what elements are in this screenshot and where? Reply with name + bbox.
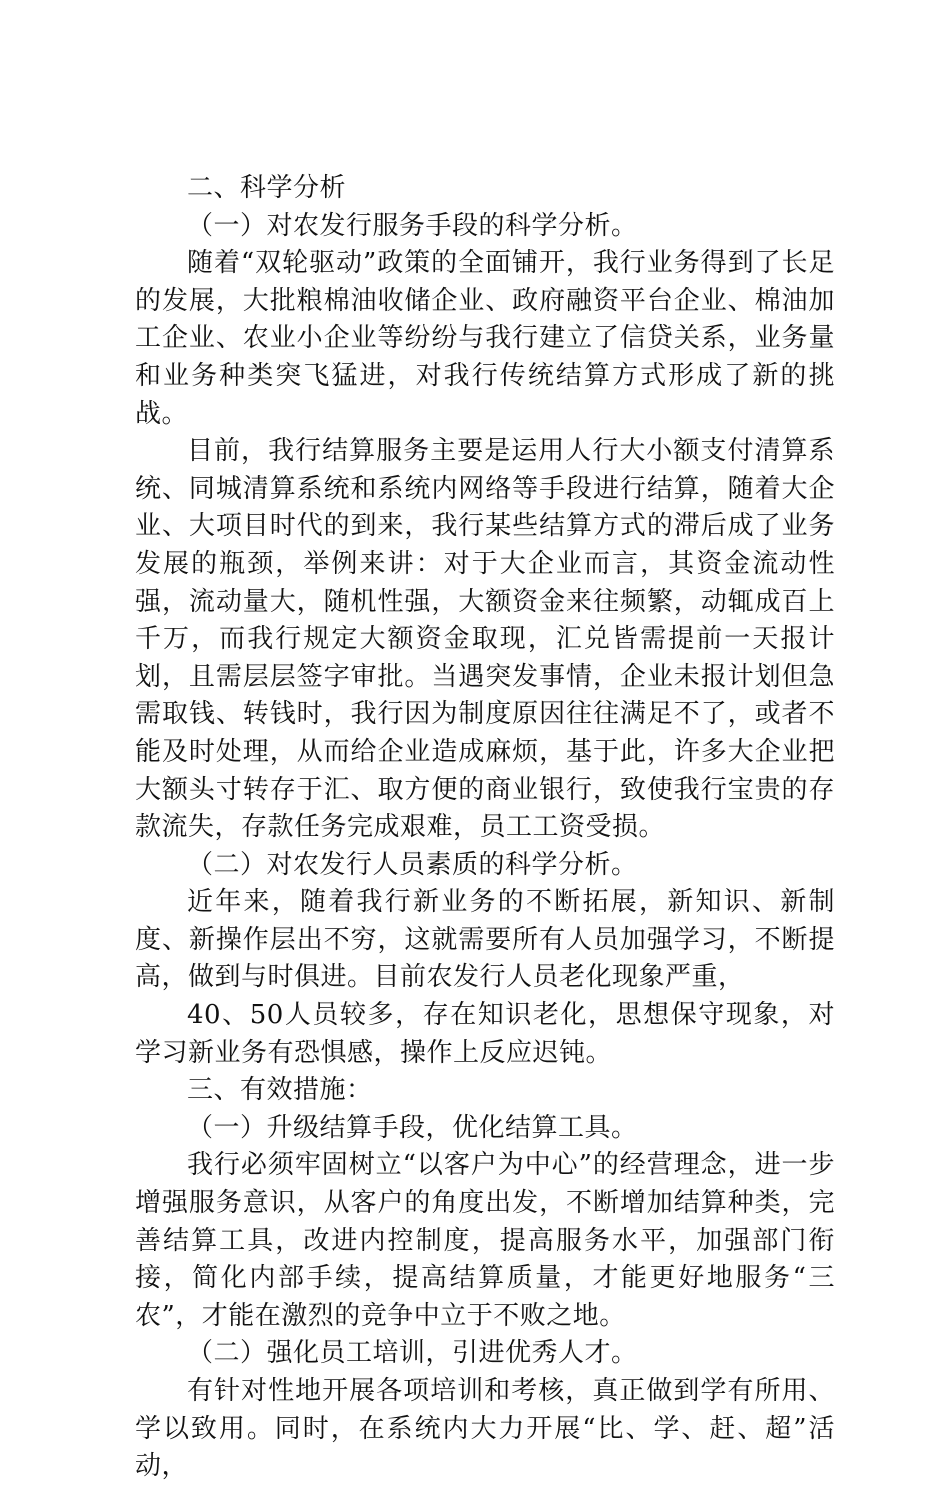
subsection-heading-staff-quality: （二）对农发行人员素质的科学分析。	[187, 849, 638, 880]
subsection-heading-upgrade-settlement: （一）升级结算手段，优化结算工具。	[187, 1112, 638, 1143]
document-body	[135, 170, 835, 1486]
paragraph: 40、50人员较多，存在知识老化，思想保守现象，对学习新业务有恐惧感，操作上反应迟钝。	[135, 1000, 835, 1068]
paragraph: 随着“双轮驱动”政策的全面铺开，我行业务得到了长足的发展，大批粮棉油收储企业、政府融资平台企业、棉油加工企业、农业小企业等纷纷与我行建立了信贷关系，业务量和业务种类突飞猛进，对我行传统结算方式形成了新的挑战。	[135, 248, 835, 429]
subsection-heading-service-means: （一）对农发行服务手段的科学分析。	[187, 210, 638, 241]
section-heading-analysis: 二、科学分析	[187, 173, 347, 203]
section-heading-measures: 三、有效措施：	[187, 1075, 373, 1106]
paragraph: 有针对性地开展各项培训和考核，真正做到学有所用、学以致用。同时，在系统内大力开展“比、学、赶、超”活动，	[135, 1376, 835, 1482]
paragraph: 我行必须牢固树立“以客户为中心”的经营理念，进一步增强服务意识，从客户的角度出发，不断增加结算种类，完善结算工具，改进内控制度，提高服务水平，加强部门衔接，简化内部手续，提高结算质量，才能更好地服务“三农”，才能在激烈的竞争中立于不败之地。	[135, 1150, 835, 1331]
paragraph: 近年来，随着我行新业务的不断拓展，新知识、新制度、新操作层出不穷，这就需要所有人员加强学习，不断提高，做到与时俱进。目前农发行人员老化现象严重，	[135, 887, 835, 993]
subsection-heading-staff-training: （二）强化员工培训，引进优秀人才。	[187, 1338, 638, 1369]
paragraph: 目前，我行结算服务主要是运用人行大小额支付清算系统、同城清算系统和系统内网络等手段进行结算，随着大企业、大项目时代的到来，我行某些结算方式的滞后成了业务发展的瓶颈，举例来讲：对于大企业而言，其资金流动性强，流动量大，随机性强，大额资金来往频繁，动辄成百上千万，而我行规定大额资金取现，汇兑皆需提前一天报计划，且需层层签字审批。当遇突发事情，企业未报计划但急需取钱、转钱时，我行因为制度原因往往满足不了，或者不能及时处理，从而给企业造成麻烦，基于此，许多大企业把大额头寸转存于汇、取方便的商业银行，致使我行宝贵的存款流失，存款任务完成艰难，员工工资受损。	[135, 436, 835, 843]
